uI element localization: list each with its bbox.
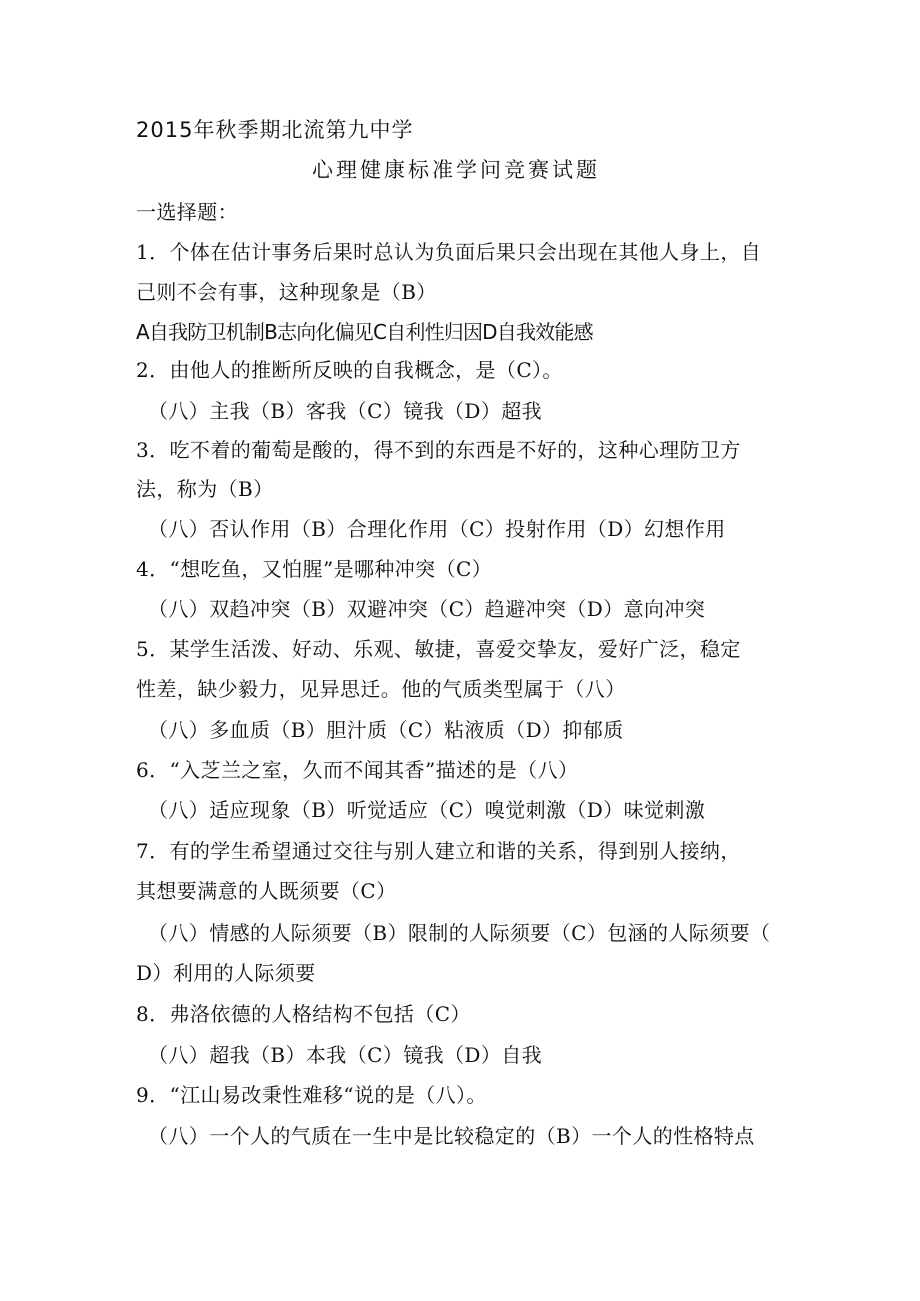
question-6-options: （八）适应现象（B）听觉适应（C）嗅觉刺激（D）味觉刺激 [148, 798, 706, 822]
question-7-line-2: 其想要满意的人既须要（C） [136, 879, 397, 903]
question-1-line-1: 1．个体在估计事务后果时总认为负面后果只会出现在其他人身上，自 [136, 240, 762, 264]
question-7-options-line-1: （八）情感的人际须要（B）限制的人际须要（C）包涵的人际须要（ [148, 921, 771, 945]
question-7-options-line-2: D）利用的人际须要 [136, 961, 316, 985]
question-5-options: （八）多血质（B）胆汁质（C）粘液质（D）抑郁质 [148, 718, 624, 742]
question-1-options: A自我防卫机制B志向化偏见C自利性归因D自我效能感 [136, 320, 593, 344]
question-8-options: （八）超我（B）本我（C）镜我（D）自我 [148, 1043, 543, 1067]
question-3-line-2: 法，称为（B） [136, 477, 274, 501]
question-8-line-1: 8．弗洛依德的人格结构不包括（C） [136, 1002, 471, 1026]
question-1-line-2: 己则不会有事，这种现象是（B） [136, 280, 437, 304]
question-5-line-2: 性差，缺少毅力，见异思迁。他的气质类型属于（八） [136, 677, 626, 701]
question-5-line-1: 5．某学生活泼、好动、乐观、敏捷，喜爱交挚友，爱好广泛，稳定 [136, 637, 741, 661]
question-7-line-1: 7．有的学生希望通过交往与别人建立和谐的关系，得到别人接纳， [136, 839, 741, 863]
question-3-options: （八）否认作用（B）合理化作用（C）投射作用（D）幻想作用 [148, 517, 726, 541]
question-4-line-1: 4．“想吃鱼，又怕腥”是哪种冲突（C） [136, 557, 493, 581]
school-title: 2015年秋季期北流第九中学 [136, 118, 414, 142]
question-4-options: （八）双趋冲突（B）双避冲突（C）趋避冲突（D）意向冲突 [148, 597, 706, 621]
question-2-options: （八）主我（B）客我（C）镜我（D）超我 [148, 399, 543, 423]
question-9-line-1: 9．“江山易改秉性难移“说的是（八）。 [136, 1083, 487, 1107]
question-3-line-1: 3．吃不着的葡萄是酸的，得不到的东西是不好的，这种心理防卫方 [136, 438, 741, 462]
question-9-options: （八）一个人的气质在一生中是比较稳定的（B）一个人的性格特点 [148, 1124, 755, 1148]
question-6-line-1: 6．“入芝兰之室，久而不闻其香”描述的是（八） [136, 758, 579, 782]
question-2-line-1: 2．由他人的推断所反映的自我概念，是（C）。 [136, 358, 563, 382]
exam-title: 心理健康标准学问竞赛试题 [312, 158, 600, 182]
section-title: 一选择题： [136, 200, 238, 224]
